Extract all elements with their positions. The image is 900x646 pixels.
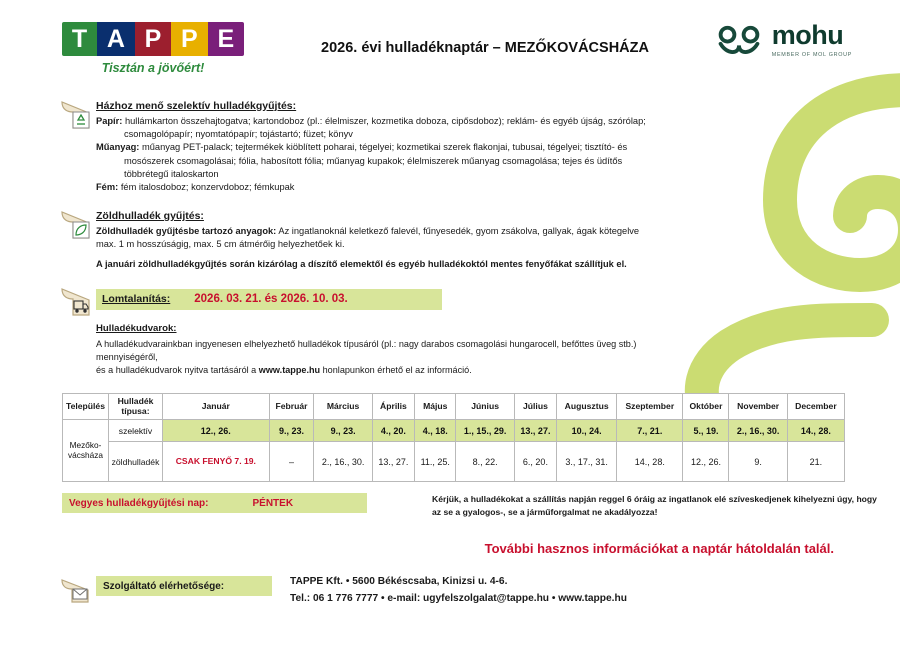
col-header-mar: Március — [314, 394, 372, 420]
cell-sel-jul: 13., 27. — [514, 420, 556, 442]
recycle-bin-icon — [60, 100, 90, 130]
selective-line-paper — [96, 115, 650, 141]
provider-contact-label: Szolgáltató elérhetősége: — [96, 576, 272, 596]
section-bulk-waste — [0, 289, 900, 378]
cell-green-feb: – — [269, 442, 314, 482]
bulk-bar-row — [96, 289, 640, 310]
cell-green-oct: 12., 26. — [683, 442, 729, 482]
tappe-wordmark — [62, 22, 244, 56]
cell-green-apr: 13., 27. — [372, 442, 414, 482]
cell-green-nov: 9. — [729, 442, 787, 482]
cell-green-jul: 6., 20. — [514, 442, 556, 482]
header — [0, 0, 900, 86]
waste-yards-body-2: és a hulladékudvarok nyitva tartásáról a — [96, 365, 259, 376]
tappe-logo — [62, 22, 244, 75]
cell-type-green: zöldhulladék — [109, 442, 163, 482]
truck-icon — [60, 287, 90, 317]
selective-label-paper: Papír: — [96, 116, 123, 126]
cell-green-dec: 21. — [787, 442, 844, 482]
mohu-name: mohu — [771, 20, 844, 50]
logo-letter-t: T — [62, 22, 97, 56]
waste-yards-body-1: A hulladékudvarainkban ingyenesen elhelyezhető hulladékok típusáról (pl.: nagy darabos csomagolási hungarocell, befőttes üveg stb.) mennyiségéről, — [96, 338, 637, 362]
waste-yards-title: Hulladékudvarok: — [96, 322, 177, 334]
logo-letter-p2: P — [171, 22, 207, 56]
bulk-dates: 2026. 03. 21. és 2026. 10. 03. — [194, 293, 348, 306]
logo-letter-a: A — [97, 22, 135, 56]
mohu-logo — [716, 22, 852, 58]
waste-yards-body-3: honlapunkon érhető el az információ. — [320, 365, 472, 376]
green-paragraph — [96, 225, 650, 251]
waste-yards-body — [96, 338, 640, 378]
cell-sel-jun: 1., 15., 29. — [456, 420, 514, 442]
col-header-type: Hulladék típusa: — [109, 394, 163, 420]
cell-green-sep: 14., 28. — [617, 442, 683, 482]
col-header-jul: Július — [514, 394, 556, 420]
calendar-table — [62, 393, 845, 482]
cell-green-mar: 2., 16., 30. — [314, 442, 372, 482]
mixed-collection-row — [62, 493, 900, 527]
more-info-text: További hasznos információkat a naptár hátoldalán talál. — [484, 541, 834, 557]
provider-address: TAPPE Kft. • 5600 Békéscsaba, Kinizsi u. 4-6. — [290, 576, 508, 588]
cell-type-selective: szelektív — [109, 420, 163, 442]
mixed-label: Vegyes hulladékgyűjtési nap: — [69, 497, 209, 509]
cell-town: Mezőko-vácsháza — [63, 420, 109, 482]
cell-sel-nov: 2., 16., 30. — [729, 420, 787, 442]
selective-text-paper: hullámkarton összehajtogatva; kartondoboz (pl.: élelmiszer, kozmetika doboza, cipősdoboz); reklám- és egyéb újság, szórólap; csomagolópapír; nyomtatópapír; tojástartó; füzet; könyv — [124, 116, 646, 140]
provider-phone-email[interactable]: Tel.: 06 1 776 7777 • e-mail: ugyfelszolgalat@tappe.hu • www.tappe.hu — [290, 592, 627, 604]
mixed-note: Kérjük, a hulladékokat a szállítás napján reggel 6 óráig az ingatlanok elé szíveskedjenek kihelyezni úgy, hogy az se a gyalogos-, se a járműforgalmat ne akadályozza! — [432, 494, 877, 518]
table-row — [63, 420, 845, 442]
bulk-highlight-bar — [96, 289, 442, 310]
cell-sel-sep: 7., 21. — [617, 420, 683, 442]
cell-sel-mar: 9., 23. — [314, 420, 372, 442]
brand-slogan: Tisztán a jövőért! — [101, 61, 205, 75]
cell-green-jun: 8., 22. — [456, 442, 514, 482]
col-header-jan: Január — [163, 394, 270, 420]
green-paragraph-label: Zöldhulladék gyűjtésbe tartozó anyagok: — [96, 226, 277, 237]
selective-text-plastic: műanyag PET-palack; tejtermékek kiöblített poharai, tégelyei; kozmetikai szerek flakonjai, tubusai, tégelyei; tisztító- és mosószerek csomagolásai; fólia, habosított fólia; műanyag kupakok; élelmiszerek műanyag csomagolása; tejes és üdítős többrétegű italoskarton — [124, 142, 628, 179]
cell-sel-jan: 12., 26. — [163, 420, 270, 442]
cell-sel-apr: 4., 20. — [372, 420, 414, 442]
col-header-oct: Október — [683, 394, 729, 420]
footer — [0, 574, 900, 646]
green-bold-note: A januári zöldhulladékgyűjtés során kizárólag a díszítő elemektől és egyéb hulladékoktól mentes fenyőfákat szállítjuk el. — [96, 258, 627, 269]
waste-yards-link[interactable]: www.tappe.hu — [258, 365, 321, 376]
page-title: 2026. évi hulladéknaptár – MEZŐKOVÁCSHÁZA — [321, 40, 649, 56]
cell-sel-dec: 14., 28. — [787, 420, 844, 442]
cell-sel-feb: 9., 23. — [269, 420, 314, 442]
section-green-waste — [0, 210, 900, 271]
col-header-aug: Augusztus — [557, 394, 617, 420]
col-header-apr: Április — [372, 394, 414, 420]
col-header-town: Település — [63, 394, 109, 420]
logo-letter-e: E — [208, 22, 244, 56]
mixed-day-value: PÉNTEK — [252, 497, 294, 509]
section-green-title: Zöldhulladék gyűjtés: — [96, 210, 204, 223]
col-header-sep: Szeptember — [617, 394, 683, 420]
selective-label-metal: Fém: — [96, 181, 119, 192]
cell-green-jan: CSAK FENYŐ 7. 19. — [163, 442, 270, 482]
cell-sel-may: 4., 18. — [415, 420, 456, 442]
cell-sel-oct: 5., 19. — [683, 420, 729, 442]
col-header-jun: Június — [456, 394, 514, 420]
green-paragraph-text: Az ingatlanoknál keletkező falevél, fűnyesedék, gyom zsákolva, gallyak, ágak kötegelve max. 1 m hosszúságig, max. 5 cm átmérőig helyezhetőek ki. — [96, 226, 640, 250]
selective-label-plastic: Műanyag: — [96, 142, 140, 153]
cell-sel-aug: 10., 24. — [557, 420, 617, 442]
table-row — [63, 442, 845, 482]
mixed-highlight-bar — [62, 493, 367, 513]
envelope-icon — [60, 578, 90, 604]
logo-letter-p1: P — [135, 22, 171, 56]
table-header-row — [63, 394, 845, 420]
section-selective-title: Házhoz menő szelektív hulladékgyűjtés: — [96, 100, 297, 112]
mohu-subtitle: MEMBER OF MOL GROUP — [771, 52, 852, 58]
section-selective — [0, 100, 900, 194]
calendar-table-wrap — [62, 393, 845, 482]
selective-line-plastic — [96, 141, 650, 181]
green-bold-note-wrap — [96, 258, 650, 271]
provider-contact-lines — [290, 574, 810, 607]
col-header-nov: November — [729, 394, 787, 420]
col-header-feb: Február — [269, 394, 314, 420]
leaf-bin-icon — [60, 210, 90, 240]
mohu-mark-icon — [716, 25, 762, 55]
selective-text-metal: fém italosdoboz; konzervdoboz; fémkupak — [120, 181, 295, 192]
bulk-label: Lomtalanítás: — [102, 293, 171, 306]
cell-green-aug: 3., 17., 31. — [557, 442, 617, 482]
col-header-dec: December — [787, 394, 844, 420]
col-header-may: Május — [415, 394, 456, 420]
cell-green-may: 11., 25. — [415, 442, 456, 482]
selective-line-metal — [96, 181, 650, 194]
